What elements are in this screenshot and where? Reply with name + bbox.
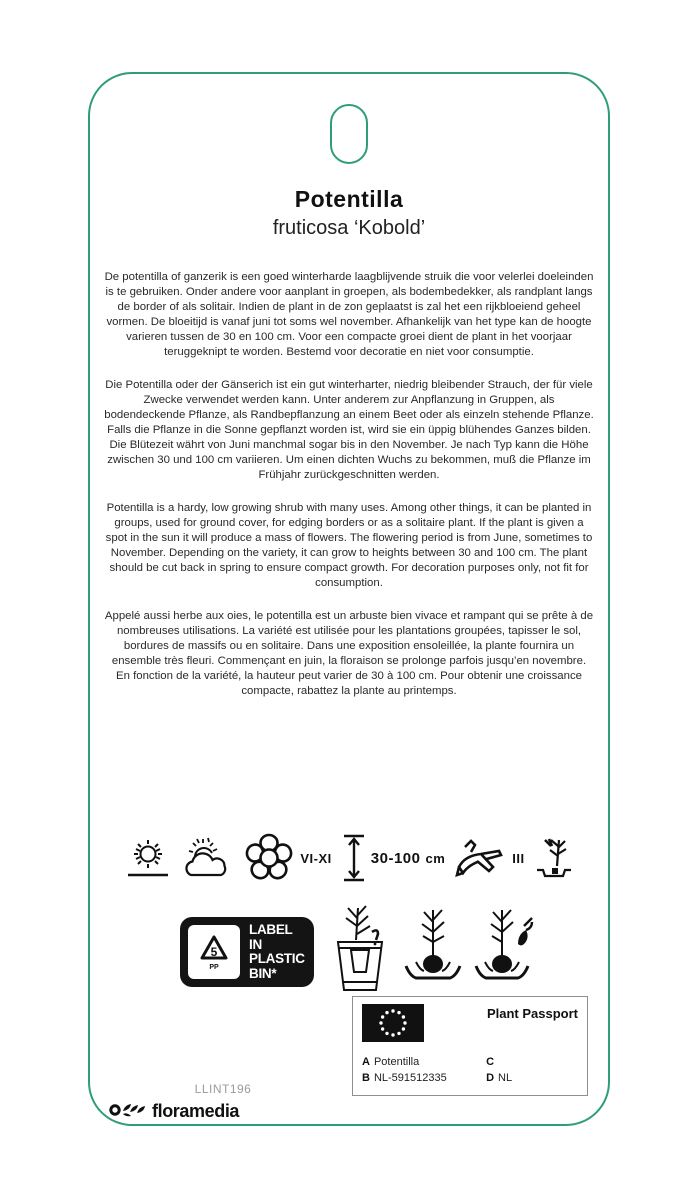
flower-icon (243, 832, 295, 884)
floramedia-mark-icon (108, 1098, 148, 1125)
full-sun-icon (125, 836, 171, 880)
badge-line-2: PLASTIC (249, 951, 305, 966)
plant-genus-title: Potentilla (294, 186, 404, 212)
cut-back-plant-icon (535, 834, 573, 882)
half-shade-icon (181, 836, 233, 880)
passport-field-b: B NL-591512335 (362, 1072, 447, 1084)
badge-text (240, 923, 306, 981)
plant-label-card (88, 72, 610, 1126)
plant-height (342, 832, 446, 884)
description-dutch: De potentilla of ganzerik is een goed winterharde laagblijvende struik die voor velerlei doeleinden is te gebruiken. Onder andere voor aanplant in groepen, als bodembedekker, als randplant langs de border of als solitair. Indien de plant in de zon geplaatst is zal het een rijkbloeiend geheel vormen. De bloeitijd is vanaf juni tot soms wel november. Afhankelijk van het type kan de hoogte varieren tussen de 30 en 100 cm. Voor een compacte groei dient de plant in het voorjaar teruggeknipt te worden. Bestemd voor decoratie en niet voor consumptie. (104, 271, 594, 358)
eu-flag (362, 1004, 424, 1047)
plant-species-subtitle: fruticosa ‘Kobold’ (272, 217, 426, 239)
recycle-code-label: PP (209, 963, 219, 971)
description-paragraphs (104, 270, 594, 717)
height-unit-label: cm (425, 850, 446, 866)
passport-field-c: C (486, 1056, 495, 1068)
description-french: Appelé aussi herbe aux oies, le potentilla est un arbuste bien vivace et rampant qui se prête à de nombreuses utilisations. La variété est utilisée pour les plantations groupées, tapisser le sol, bordures de massifs ou en solitaire. Dans une exposition ensoleillée, la plante fournira un ensemble très fleuri. Commençant en juin, la floraison se prolonge parfois jusqu’en novembre. En fonction de la variété, la hauteur peut varier de 30 à 100 cm. Pour obtenir une croissance compacte, rabattez la plante au printemps. (104, 610, 594, 697)
pruning-info (455, 835, 524, 881)
description-english: Potentilla is a hardy, low growing shrub with many uses. Among other things, it can be planted in groups, used for ground cover, for edging borders or as a solitaire plant. If the plant is given a spot in the sun it will produce a mass of flowers. The flowering period is from June, sometimes to November. Depending on the variety, it can grow to heights between 30 and 100 cm. The plant should be cut back in spring to ensure compact growth. For decoration purposes only, not fit for consumption. (105, 502, 593, 589)
passport-title: Plant Passport (486, 1006, 578, 1021)
label-print-code: LLINT196 (194, 1082, 252, 1096)
plant-passport-box (352, 996, 588, 1096)
floramedia-logo (108, 1098, 239, 1125)
title-block (90, 186, 608, 240)
passport-field-d: D NL (486, 1072, 513, 1084)
rootball-in-hole-icon (402, 900, 464, 996)
pruning-shears-icon (455, 835, 507, 881)
care-symbol-row (90, 826, 608, 890)
badge-line-1: LABEL IN (249, 922, 293, 952)
height-arrow-icon (342, 832, 366, 884)
plastic-bin-badge (180, 917, 314, 987)
description-german: Die Potentilla oder der Gänserich ist ein gut winterharter, niedrig bleibender Strauch, der für viele Zwecke verwendet werden kann. Unter anderem zur Anpflanzung in Gruppen, als bodendeckende Pflanze, als Randbepflanzung an einem Beet oder als einzeln stehende Pflanze. Falls die Pflanze in die Sonne gepflanzt worden ist, wird sie ein üppig blühendes Ganzes bilden. Die Blütezeit währt von Juni manchmal sogar bis in den November. Je nach Typ kann die Höhe zwischen 30 und 100 cm variieren. Um einen dichten Wuchs zu bekommen, muß die Pflanze im Frühjahr zurückgeschnitten werden. (104, 379, 594, 481)
backfill-trowel-icon (474, 900, 540, 996)
planting-steps-icons (328, 900, 540, 996)
soak-plant-bucket-icon (328, 900, 392, 996)
floramedia-wordmark: floramedia (152, 1101, 240, 1121)
badge-line-3: BIN* (249, 965, 277, 981)
recycling-symbol (188, 925, 240, 979)
height-range-label: 30-100 (370, 849, 421, 867)
flowering-months-label: VI-XI (300, 850, 332, 866)
pruning-month-label: III (512, 850, 525, 866)
passport-field-a: A Potentilla (362, 1056, 420, 1068)
hang-hole (330, 104, 368, 164)
flowering-period (243, 832, 331, 884)
svg-text:5: 5 (210, 944, 218, 959)
